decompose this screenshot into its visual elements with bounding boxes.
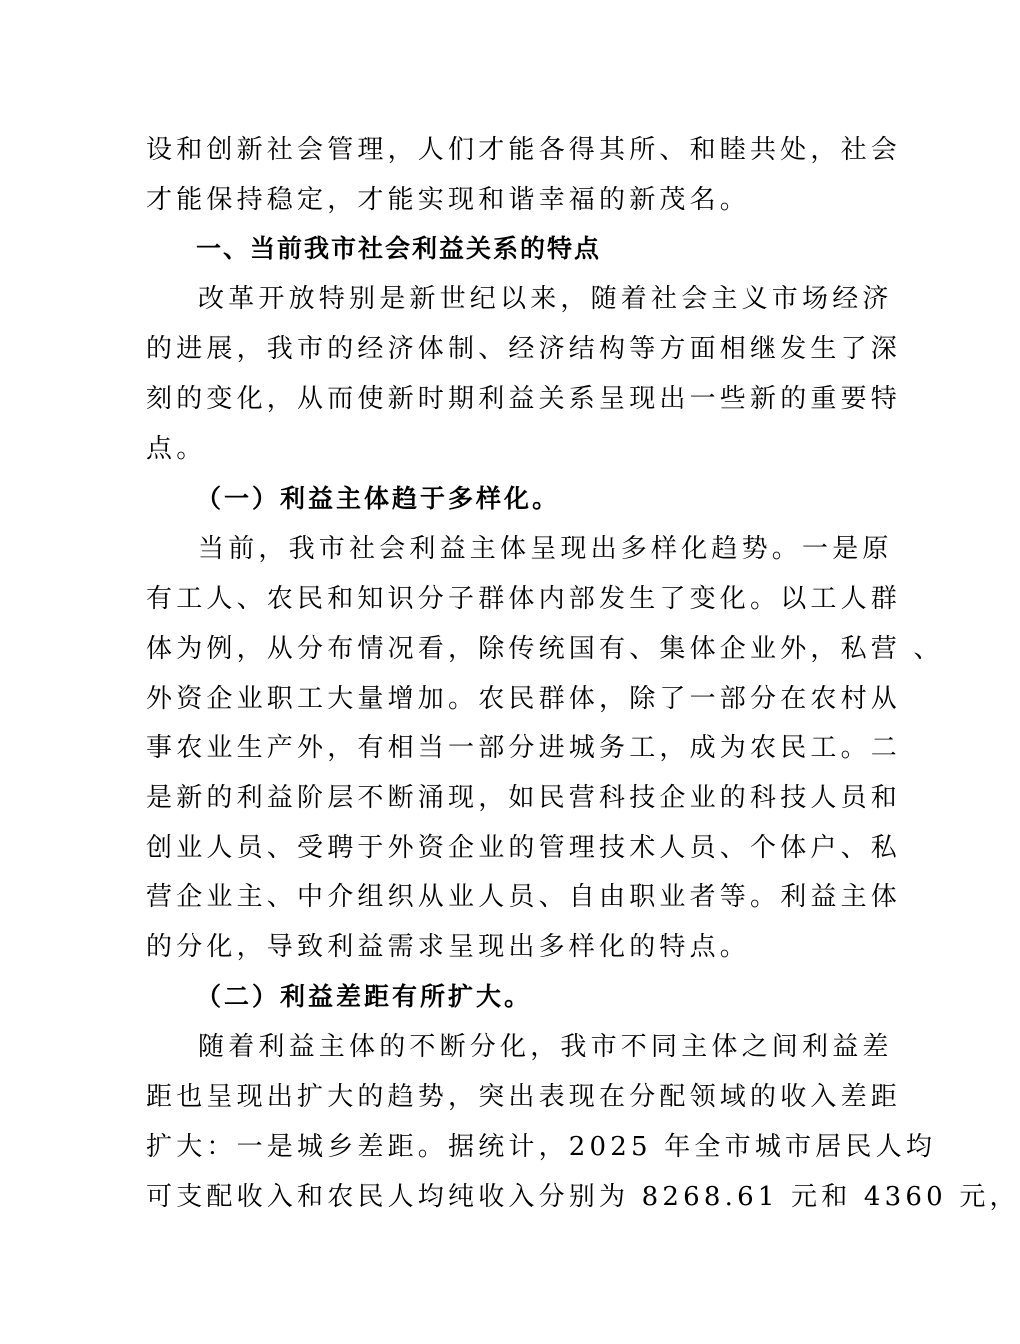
paragraph-line: 随着利益主体的不断分化，我市不同主体之间利益差 <box>198 1032 893 1062</box>
section-heading: 一、当前我市社会利益关系的特点 <box>196 234 602 263</box>
paragraph-line: 可支配收入和农民人均纯收入分别为 8268.61 元和 4360 元， <box>146 1182 1020 1212</box>
paragraph-line: 才能保持稳定，才能实现和谐幸福的新茂名。 <box>146 185 751 215</box>
subsection-heading: （二）利益差距有所扩大。 <box>196 982 533 1011</box>
paragraph-line: 扩大：一是城乡差距。据统计，2025 年全市城市居民人均 <box>146 1132 937 1162</box>
paragraph-line: 创业人员、受聘于外资企业的管理技术人员、个体户、私 <box>146 833 902 863</box>
paragraph-line: 营企业主、中介组织从业人员、自由职业者等。利益主体 <box>146 882 902 912</box>
subsection-heading: （一）利益主体趋于多样化。 <box>196 484 561 513</box>
paragraph-line: 是新的利益阶层不断涌现，如民营科技企业的科技人员和 <box>146 783 902 813</box>
paragraph-line: 外资企业职工大量增加。农民群体，除了一部分在农村从 <box>146 684 902 714</box>
paragraph-line: 事农业生产外，有相当一部分进城务工，成为农民工。二 <box>146 733 902 763</box>
paragraph-line: 刻的变化，从而使新时期利益关系呈现出一些新的重要特 <box>146 384 902 414</box>
paragraph-line: 体为例，从分布情况看，除传统国有、集体企业外，私营 、 <box>146 634 944 664</box>
paragraph-line: 设和创新社会管理，人们才能各得其所、和睦共处，社会 <box>146 135 902 165</box>
paragraph-line: 距也呈现出扩大的趋势，突出表现在分配领域的收入差距 <box>146 1082 902 1112</box>
paragraph-line: 点。 <box>146 434 207 464</box>
paragraph-line: 当前，我市社会利益主体呈现出多样化趋势。一是原 <box>198 534 893 564</box>
paragraph-line: 的进展，我市的经济体制、经济结构等方面相继发生了深 <box>146 334 902 364</box>
paragraph-line: 改革开放特别是新世纪以来，随着社会主义市场经济 <box>198 284 893 314</box>
paragraph-line: 有工人、农民和知识分子群体内部发生了变化。以工人群 <box>146 584 902 614</box>
paragraph-line: 的分化，导致利益需求呈现出多样化的特点。 <box>146 932 751 962</box>
